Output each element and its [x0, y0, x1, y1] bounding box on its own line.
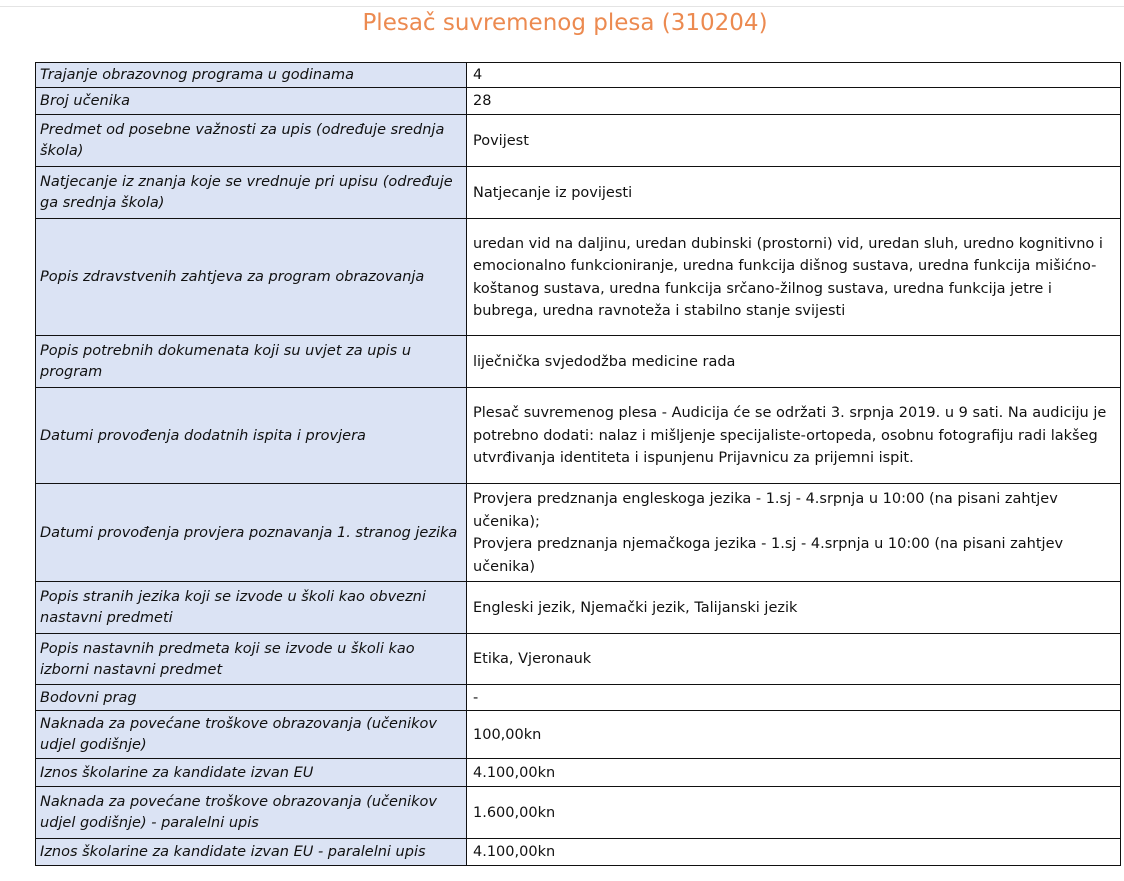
row-value: 4.100,00kn	[467, 839, 1121, 866]
row-label: Trajanje obrazovnog programa u godinama	[36, 63, 467, 88]
row-value: Povijest	[467, 115, 1121, 167]
table-row	[36, 582, 1121, 634]
row-label: Iznos školarine za kandidate izvan EU	[36, 759, 467, 787]
row-value: 1.600,00kn	[467, 787, 1121, 839]
row-value: Natjecanje iz povijesti	[467, 167, 1121, 219]
table-row	[36, 759, 1121, 787]
row-value: liječnička svjedodžba medicine rada	[467, 336, 1121, 388]
table-row	[36, 388, 1121, 484]
table-row	[36, 167, 1121, 219]
row-value	[467, 484, 1121, 582]
row-label: Broj učenika	[36, 88, 467, 115]
table-row	[36, 839, 1121, 866]
row-value: Engleski jezik, Njemački jezik, Talijanski jezik	[467, 582, 1121, 634]
table-row	[36, 484, 1121, 582]
row-label: Popis potrebnih dokumenata koji su uvjet za upis u program	[36, 336, 467, 388]
program-info-table	[35, 62, 1121, 866]
row-label: Bodovni prag	[36, 685, 467, 711]
row-label: Naknada za povećane troškove obrazovanja (učenikov udjel godišnje)	[36, 711, 467, 759]
row-label: Natjecanje iz znanja koje se vrednuje pri upisu (određuje ga srednja škola)	[36, 167, 467, 219]
table-row	[36, 685, 1121, 711]
row-label: Datumi provođenja provjera poznavanja 1. stranog jezika	[36, 484, 467, 582]
row-label: Datumi provođenja dodatnih ispita i provjera	[36, 388, 467, 484]
row-label: Naknada za povećane troškove obrazovanja (učenikov udjel godišnje) - paralelni upis	[36, 787, 467, 839]
row-value: Plesač suvremenog plesa - Audicija će se održati 3. srpnja 2019. u 9 sati. Na audiciju je potrebno dodati: nalaz i mišljenje specijaliste-ortopeda, osobnu fotografiju radi lakšeg utvrđivanja identiteta i ispunjenu Prijavnicu za prijemni ispit.	[467, 388, 1121, 484]
language-check-german: Provjera predznanja njemačkoga jezika - 1.sj - 4.srpnja u 10:00 (na pisani zahtjev učenika)	[473, 536, 1064, 575]
table-row	[36, 336, 1121, 388]
row-value: -	[467, 685, 1121, 711]
table-row	[36, 634, 1121, 685]
page-title: Plesač suvremenog plesa (310204)	[362, 10, 768, 36]
row-label: Iznos školarine za kandidate izvan EU - paralelni upis	[36, 839, 467, 866]
table-row	[36, 787, 1121, 839]
table-row	[36, 63, 1121, 88]
language-check-english: Provjera predznanja engleskoga jezika - 1.sj - 4.srpnja u 10:00 (na pisani zahtjev učenika);	[473, 491, 1058, 530]
table-row	[36, 711, 1121, 759]
row-value: 4	[467, 63, 1121, 88]
table-row	[36, 219, 1121, 336]
row-label: Popis stranih jezika koji se izvode u školi kao obvezni nastavni predmeti	[36, 582, 467, 634]
row-value: 100,00kn	[467, 711, 1121, 759]
row-label: Popis zdravstvenih zahtjeva za program obrazovanja	[36, 219, 467, 336]
row-value: Etika, Vjeronauk	[467, 634, 1121, 685]
table-row	[36, 115, 1121, 167]
row-label: Popis nastavnih predmeta koji se izvode u školi kao izborni nastavni predmet	[36, 634, 467, 685]
row-value: uredan vid na daljinu, uredan dubinski (prostorni) vid, uredan sluh, uredno kognitivno i emocionalno funkcioniranje, uredna funkcija dišnog sustava, uredna funkcija mišićno-koštanog sustava, uredna funkcija srčano-žilnog sustava, uredna funkcija jetre i bubrega, uredna ravnoteža i stabilno stanje svijesti	[467, 219, 1121, 336]
row-value: 4.100,00kn	[467, 759, 1121, 787]
row-label: Predmet od posebne važnosti za upis (određuje srednja škola)	[36, 115, 467, 167]
table-row	[36, 88, 1121, 115]
row-value: 28	[467, 88, 1121, 115]
top-divider	[0, 6, 1124, 7]
